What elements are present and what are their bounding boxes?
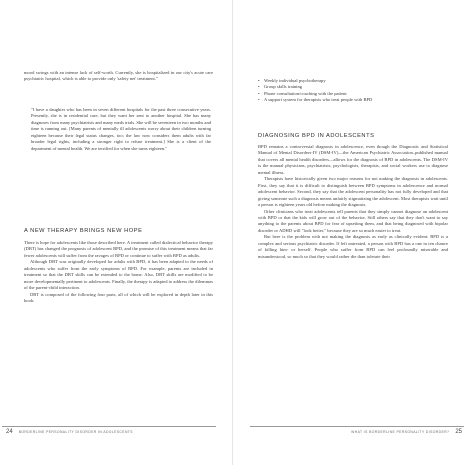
dbt-components-list [258,78,448,104]
list-item: • Weekly individual psychotherapy [258,78,448,84]
parent-quote-text: "I have a daughter who has been in seven different hospitals for the past three consecutive years. Presently, she is in residential care, but they want her sent to another hospital. She has many diagnoses from many psychiatrists and many meds trials. She will be seventeen in two months and time is running out. [Many parents of mentally ill adolescents worry about their children turning eighteen because their legal status changes, too; the law now considers them adults with far broader legal rights, including a stronger right to refuse treatment.] She is a client of the department of mental health. We are terrified for when she turns eighteen." [31,107,211,151]
list-item: • Group skills training [258,84,448,90]
right-paragraph-1: BPD remains a controversial diagnosis in adolescence, even though the Diagnostic and Statistical Manual of Mental Disorders-IV (DSM-IV)—the American Psychiatric Association–published manual that covers all mental health disorders—allows for the diagnosis of BPD in adolescents. The DSM-IV is the manual physicians, psychiatrists, psychologists, therapists, and social workers use to diagnose mental illness. [258,144,448,175]
left-paragraph-1: mood swings with an intense lack of self-worth. Currently, she is hospitalized in our city's acute care psychiatric hospital, which is able to provide only 'safety net' treatment." [24,70,213,82]
left-paragraph-3: Although DBT was originally developed for adults with BPD, it has been adapted to the needs of adolescents who suffer from the early symptoms of BPD. For example, parents are included in treatment so that the DBT skills can be extended to the home. Also, DBT skills are modified to be more developmentally pertinent to adolescents. Finally, the therapy is adapted to address the dilemmas of the parent-child interaction. [24,259,213,291]
list-item: • Phone consultation/coaching with the patient [258,91,448,97]
page-number-right: 25 [455,429,462,435]
left-page-body [24,70,213,83]
left-page-body-2 [24,240,213,305]
left-paragraph-2: There is hope for adolescents like those described here. A treatment called dialectical behavior therapy (DBT) has changed the prognosis of adolescent BPD, and the promise of this treatment means that far fewer adolescents will suffer from the ravages of BPD or continue to suffer with BPD as adults. [24,240,213,258]
bullet-list-block [258,78,448,104]
page-number-left: 24 [6,429,13,435]
running-head-left: BORDERLINE PERSONALITY DISORDER IN ADOLESCENTS [18,430,133,434]
running-head-right: WHAT IS BORDERLINE PERSONALITY DISORDER? [351,430,450,434]
right-paragraph-3: Other clinicians who treat adolescents tell parents that they simply cannot diagnose an adolescent with BPD or that the kids will grow out of the behavior. Still others say that they don't want to say anything to the parents about BPD for fear of upsetting them, and that being diagnosed with bipolar disorder or ADHD will "look better," because they are so much easier to treat. [258,208,448,233]
left-page [0,0,232,465]
right-paragraph-4: But here is the problem with not making the diagnosis as early as clinically evident: BPD is a complex and serious psychiatric disorder. If left untreated, a person with BPD has a one in ten chance of killing him- or herself. People who suffer from BPD can feel profoundly miserable and misunderstood, so much so that they would rather die than tolerate their [258,234,448,259]
section-heading-new-therapy: A NEW THERAPY BRINGS NEW HOPE [24,228,143,234]
right-page [233,0,465,465]
list-item: • A support system for therapists who treat people with BPD [258,97,448,103]
right-page-body [258,144,448,260]
right-paragraph-2: Therapists have historically given two major reasons for not making the diagnosis in adolescents. First, they say that it is difficult to distinguish between BPD symptoms in adolescence and normal adolescent behavior. Second, they say that the adolescent personality has not fully developed and that giving someone such a diagnosis means unfairly stigmatizing the adolescent. Most therapists wait until a person is eighteen years old before making the diagnosis. [258,176,448,208]
right-footer [250,426,464,437]
section-heading-diagnosing: DIAGNOSING BPD IN ADOLESCENTS [258,133,375,139]
left-paragraph-4: DBT is composed of the following four parts, all of which will be explored in depth later in this book: [24,291,213,304]
parent-quote [31,107,211,152]
left-footer [2,426,216,437]
